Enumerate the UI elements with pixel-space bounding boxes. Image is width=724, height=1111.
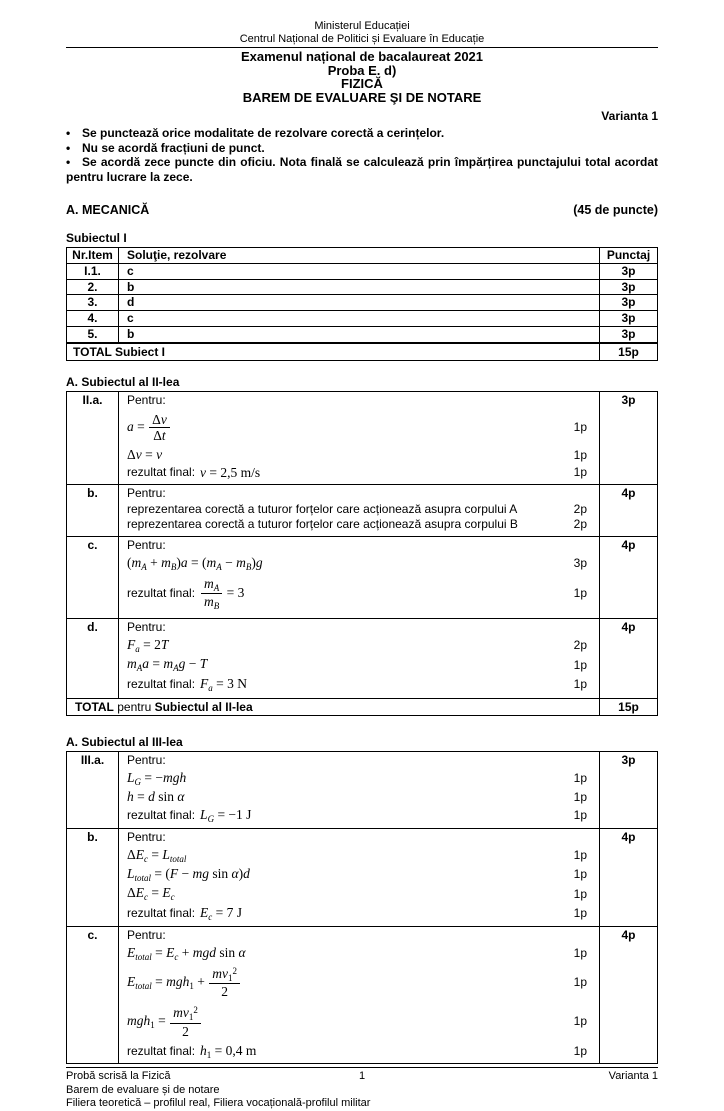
grading-notes [66, 126, 658, 184]
rubric-line [127, 807, 587, 825]
rubric-line [127, 656, 587, 674]
note-item [66, 155, 658, 184]
rubric-line [127, 847, 587, 865]
rubric-line [127, 447, 587, 463]
total-score: 15p [600, 343, 658, 361]
footer-variant: Varianta 1 [608, 1070, 658, 1083]
total-row [67, 699, 658, 716]
item-number: 5. [67, 326, 119, 342]
rubric-line [127, 1043, 587, 1061]
note-item [66, 126, 658, 141]
score: 3p [600, 263, 658, 279]
footer-line-3: Filiera teoretică – profilul real, Filiera vocațională-profilul militar [66, 1097, 371, 1110]
formula: $\Delta E_c = L_{total}$ [127, 846, 187, 864]
solution-cell [119, 485, 600, 537]
rubric-line [127, 486, 587, 502]
rubric-line [127, 538, 587, 554]
page-footer [66, 1067, 658, 1111]
formula: a = $\frac{\Delta v}{\Delta t}$ [127, 410, 171, 446]
score: 3p [600, 279, 658, 295]
points-label: 1p [573, 867, 587, 882]
rubric-line [127, 555, 587, 573]
points-label: 1p [573, 905, 587, 920]
result-label: rezultat final: [127, 465, 196, 480]
row-score: 4p [600, 485, 658, 537]
rubric-line [127, 905, 587, 923]
points-label: 1p [573, 420, 587, 435]
result-label: rezultat final: [127, 676, 196, 691]
subject3-table [66, 751, 658, 1064]
points-label: 3p [573, 555, 587, 570]
solution-cell [119, 536, 600, 618]
points-label: 1p [573, 465, 587, 480]
points-label: 1p [573, 447, 587, 462]
formula: $E_{total} = E_c$ + mgd sin α [127, 944, 246, 962]
score: 3p [600, 311, 658, 327]
item-number: 2. [67, 279, 119, 295]
formula: $\frac{m_A}{m_B}$ = 3 [200, 574, 244, 614]
points-label: 1p [573, 847, 587, 862]
page-number: 1 [358, 1070, 366, 1083]
footer-line-1 [66, 1070, 658, 1084]
solution-cell [119, 926, 600, 1064]
points-label: 1p [573, 1043, 587, 1058]
subject1-title: Subiectul I [66, 231, 127, 245]
note-item [66, 141, 658, 156]
points-label: 1p [573, 1014, 587, 1029]
formula: $F_a = 2T$ [127, 637, 169, 655]
formula: $E_{total} = mgh_1$ + $\frac{mv_1^2}{2}$ [127, 964, 241, 1002]
rubric-row [67, 619, 658, 699]
formula: $h_1 = 0,4$ m [200, 1042, 257, 1060]
line-text: reprezentarea corectă a tuturor forțelor care acționează asupra corpului B [127, 517, 518, 532]
bullet-icon: • [66, 126, 71, 140]
total-label: TOTAL Subiect I [67, 343, 600, 361]
solution-cell [119, 828, 600, 926]
formula: $(m_A + m_B)a = (m_A - m_B)g$ [127, 554, 263, 572]
line-text: Pentru: [127, 927, 166, 942]
rubric-line [127, 620, 587, 636]
subject-name: FIZICĂ [341, 76, 383, 91]
doc-title: BAREM DE EVALUARE ŞI DE NOTARE [242, 89, 482, 105]
item-number: I.1. [67, 263, 119, 279]
rubric-row [67, 828, 658, 926]
section-heading [66, 203, 658, 217]
rubric-row [67, 485, 658, 537]
result-label: rezultat final: [127, 586, 196, 601]
row-score: 4p [600, 536, 658, 618]
points-label: 1p [573, 676, 587, 691]
table-row [67, 311, 658, 327]
subject1-table [66, 247, 658, 361]
rubric-row [67, 926, 658, 1064]
result-label: rezultat final: [127, 905, 196, 920]
proba-line: Proba E. d) [327, 62, 397, 78]
formula: $L_G = -1$ J [200, 807, 252, 825]
col-header-item: Nr.Item [67, 248, 119, 264]
solution-cell [119, 752, 600, 829]
total-row [67, 343, 658, 361]
line-text: reprezentarea corectă a tuturor forțelor care acționează asupra corpului A [127, 501, 518, 516]
points-label: 1p [573, 586, 587, 601]
document-header [66, 20, 658, 123]
item-number: c. [67, 536, 119, 618]
rubric-line [127, 410, 587, 446]
footer-doc-name: Probă scrisă la Fizică [66, 1070, 171, 1083]
solution-cell [119, 619, 600, 699]
item-number: 3. [67, 295, 119, 311]
points-label: 1p [573, 771, 587, 786]
rubric-line [127, 885, 587, 903]
rubric-line [127, 964, 587, 1002]
rubric-line [127, 502, 587, 518]
answer: c [119, 311, 600, 327]
formula: $\Delta E_c = E_c$ [127, 885, 175, 903]
variant-label: Varianta 1 [601, 109, 658, 123]
formula: h = d sin α [127, 789, 185, 805]
item-number: III.a. [67, 752, 119, 829]
section-title: A. MECANICĂ [66, 203, 150, 217]
note-text: Se acordă zece puncte din oficiu. Nota finală se calculează prin împărțirea punctajului total acordat pentru lucrare la zece. [66, 155, 658, 184]
points-label: 1p [573, 945, 587, 960]
total-label: TOTAL pentru Subiectul al II-lea [67, 699, 600, 716]
rubric-row [67, 752, 658, 829]
rubric-line [127, 770, 587, 788]
row-score: 4p [600, 828, 658, 926]
formula: $m_Aa = m_Ag - T$ [127, 656, 208, 674]
answer: b [119, 326, 600, 342]
rubric-line [127, 789, 587, 805]
row-score: 3p [600, 391, 658, 484]
formula: $L_{total} = (F$ − mg sin α)d [127, 866, 250, 884]
note-text: Nu se acordă fracțiuni de punct. [82, 140, 265, 155]
row-score: 4p [600, 926, 658, 1064]
points-label: 1p [573, 789, 587, 804]
answer: b [119, 279, 600, 295]
result-label: rezultat final: [127, 808, 196, 823]
ministry-line: Ministerul Educației [314, 20, 410, 32]
note-text: Se punctează orice modalitate de rezolvare corectă a cerințelor. [82, 126, 445, 140]
rubric-row [67, 391, 658, 484]
rubric-line [127, 1003, 587, 1041]
points-label: 2p [573, 638, 587, 653]
points-label: 1p [573, 808, 587, 823]
bullet-icon: • [66, 155, 71, 169]
col-header-score: Punctaj [600, 248, 658, 264]
subject3-title: A. Subiectul al III-lea [66, 735, 183, 750]
line-text: Pentru: [127, 392, 166, 407]
formula: $F_a = 3$ N [200, 675, 248, 693]
table-row [67, 279, 658, 295]
table-row [67, 295, 658, 311]
points-label: 2p [573, 501, 587, 516]
formula: $E_c = 7$ J [200, 904, 243, 922]
rubric-line [127, 866, 587, 884]
item-number: b. [67, 485, 119, 537]
exam-title: Examenul național de bacalaureat 2021 [240, 49, 484, 64]
points-label: 1p [573, 657, 587, 672]
formula: v = 2,5 m/s [200, 465, 261, 480]
table-row [67, 326, 658, 342]
section-points: (45 de puncte) [573, 203, 658, 217]
table-header-row [67, 248, 658, 264]
points-label: 2p [573, 517, 587, 532]
rubric-line [127, 753, 587, 769]
rubric-line [127, 465, 587, 481]
item-number: c. [67, 926, 119, 1064]
item-number: b. [67, 828, 119, 926]
rubric-line [127, 517, 587, 533]
score: 3p [600, 326, 658, 342]
line-text: Pentru: [127, 537, 166, 552]
item-number: II.a. [67, 391, 119, 484]
line-text: Pentru: [127, 486, 166, 501]
points-label: 1p [573, 975, 587, 989]
rubric-line [127, 928, 587, 944]
rubric-line [127, 637, 587, 655]
rubric-line [127, 393, 587, 409]
col-header-solution: Soluţie, rezolvare [119, 248, 600, 264]
item-number: d. [67, 619, 119, 699]
item-number: 4. [67, 311, 119, 327]
row-score: 4p [600, 619, 658, 699]
header-divider [66, 47, 658, 48]
formula: $L_G = -mgh$ [127, 770, 187, 788]
line-text: Pentru: [127, 620, 166, 635]
solution-cell [119, 391, 600, 484]
rubric-row [67, 536, 658, 618]
document-page [66, 20, 658, 1111]
row-score: 3p [600, 752, 658, 829]
subject2-title: A. Subiectul al II-lea [66, 374, 180, 389]
answer: c [119, 263, 600, 279]
bullet-icon: • [66, 140, 71, 155]
rubric-line [127, 830, 587, 846]
subject2-table [66, 391, 658, 716]
total-score: 15p [600, 699, 658, 716]
footer-line-2: Barem de evaluare și de notare [66, 1083, 220, 1096]
points-label: 1p [573, 886, 587, 901]
rubric-line [127, 574, 587, 614]
rubric-line [127, 945, 587, 963]
line-text: Pentru: [127, 829, 166, 844]
answer: d [119, 295, 600, 311]
line-text: Pentru: [127, 753, 166, 768]
formula: mgh$_1$ = $\frac{mv_1^2}{2}$ [127, 1003, 202, 1041]
score: 3p [600, 295, 658, 311]
table-row [67, 263, 658, 279]
center-line: Centrul Național de Politici și Evaluare în Educație [239, 33, 485, 45]
rubric-line [127, 676, 587, 694]
result-label: rezultat final: [127, 1043, 196, 1058]
formula: Δv = v [127, 447, 163, 463]
